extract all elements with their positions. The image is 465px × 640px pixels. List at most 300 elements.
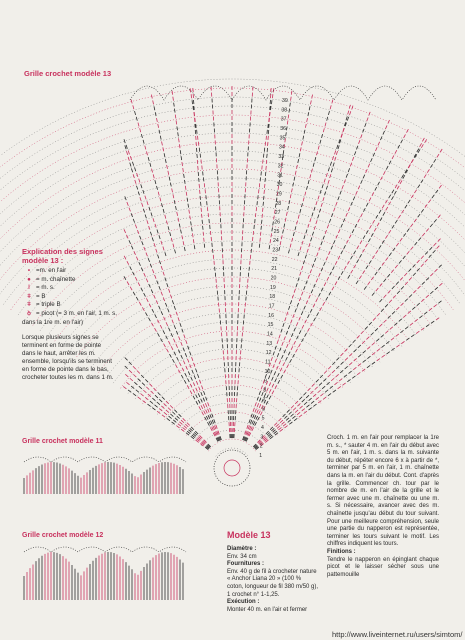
stitch [403,256,406,259]
instructions-text: Croch. 1 m. en l'air pour remplacer la 1re m. s., * sauter 4 m. en l'air du début avec 5 m. en l'air, 1 m. s. dans la m. suivante du début, répéter encore 6 x à partir de *, terminer par 5 m. en l'air, 1 m. chaînette dans la m. en l'air du début. Cont. d'après la grille. Commencer ch. tour par le nombre de m. en l'air de la grille et le fermer avec une m. chaînette ou une m. s. Si nécessaire, avancer avec des m. chaînette jusqu'au début du tour suivant. Pour une meilleure compréhension, seule une partie du napperon est représentée, terminer les tours suivant le motif. Les chiffres indiquent les tours. [327,435,439,548]
stitch [300,147,301,151]
stitch [440,149,442,152]
stitch [376,250,378,253]
stitch [293,408,296,411]
stitch [412,307,415,310]
stitch [280,420,283,423]
stitch [382,345,385,348]
stitch [175,364,177,368]
stitch [167,349,169,353]
stitch [304,130,305,134]
stitch [124,229,126,233]
stitch [391,196,393,199]
stitch [275,359,277,363]
stitch [405,282,408,285]
stitch [151,323,153,326]
stitch [175,206,176,210]
stitch [175,249,176,253]
stitch [431,321,434,323]
stitch [283,229,284,233]
stitch [181,429,184,431]
stitch [377,223,379,226]
stitch [197,374,198,378]
stitch [309,408,312,410]
stitch [356,191,358,195]
stitch [361,331,364,334]
stitch [373,220,375,223]
stitch [386,207,388,210]
stitch [180,150,181,154]
stitch [280,429,283,431]
stitch [151,95,152,99]
stitch [383,131,385,135]
stitch [167,165,168,169]
stitch [367,356,370,359]
stitch [295,309,296,313]
stitch [400,181,402,184]
stitch [140,236,141,240]
stitch [310,309,312,313]
row-number: 28 [275,200,282,207]
stitch [392,286,395,289]
stitch [373,318,376,321]
stitch [395,265,398,268]
stitch [345,366,348,369]
stitch [307,249,308,253]
stitch [391,270,394,273]
stitch [341,224,343,228]
stitch [145,379,148,382]
stitch [131,386,134,389]
stitch [299,330,301,334]
stitch [123,386,126,388]
stitch [183,418,186,421]
stitch [286,344,288,348]
stitch [146,298,148,302]
stitch [305,192,306,196]
stitch [159,130,160,134]
stitch [268,375,270,379]
stitch [321,241,322,245]
stitch [290,359,292,363]
stitch [184,380,186,384]
stitch [403,315,406,318]
stitch [148,157,149,161]
stitch [289,339,291,343]
stitch [405,299,408,302]
stitch [158,124,159,128]
stitch [411,335,414,337]
stitch [425,204,427,207]
stitch [283,323,284,327]
grid12-title: Grille crochet modèle 12 [22,532,104,539]
stitch [321,288,323,292]
stitch [333,163,334,167]
stitch [299,415,302,417]
stitch [363,351,366,354]
stitch [421,299,424,302]
stitch [150,163,151,167]
stitch [280,368,282,372]
stitch [384,279,387,282]
stitch [428,200,430,203]
stitch [201,405,203,409]
stitch [407,251,410,254]
stitch [312,232,313,236]
stitch [398,145,400,149]
stitch [328,374,331,377]
stitch [173,97,174,101]
stitch [172,359,174,363]
stitch [126,151,127,155]
stitch [203,398,205,402]
stitch [162,397,165,400]
stitch [357,259,359,262]
stitch [144,273,146,277]
stitch [404,273,407,276]
stitch [323,397,326,399]
stitch [380,217,382,220]
stitch [436,190,438,193]
stitch [430,273,433,276]
stitch [411,224,413,227]
stitch [385,304,388,307]
stitch [336,357,339,360]
stitch [178,370,180,374]
stitch [319,273,321,277]
stitch [158,333,160,337]
chain-arc [164,385,299,420]
stitch [329,219,330,223]
stitch [302,399,305,402]
stitch [129,208,130,212]
stitch [327,224,328,228]
row-number: 38 [281,107,288,114]
stitch [332,266,334,270]
stitch [183,427,186,430]
stitch [359,276,361,279]
stitch [296,322,298,326]
stitch [185,373,187,377]
stitch [350,111,351,115]
stitch [143,140,144,144]
stitch [415,319,418,322]
stitch [160,325,162,329]
stitch [405,327,408,330]
stitch [352,229,354,233]
stitch [161,406,164,409]
stitch [401,341,404,343]
stitch [421,144,423,147]
stitch [308,388,311,391]
model-title: Modèle 13 [227,530,271,540]
stitch [179,414,182,417]
row-number: 30 [276,182,283,189]
stitch [408,200,410,203]
stitch [173,194,174,198]
stitch [439,283,442,286]
stitch [437,154,439,157]
stitch [367,347,370,350]
stitch [306,230,307,234]
legend-symbol: ǀ [28,284,30,292]
row-number: 22 [271,256,278,263]
stitch [166,221,167,225]
grid13-title: Grille crochet modèle 13 [24,69,112,78]
stitch [424,312,427,314]
stitch [344,375,347,378]
stitch [282,422,285,425]
stitch [418,286,421,289]
stitch [419,316,422,318]
stitch [386,341,389,344]
stitch [187,423,190,426]
stitch [379,324,382,327]
stitch [352,157,353,161]
stitch [430,291,433,294]
stitch [308,328,310,331]
stitch [297,412,300,415]
stitch [318,196,319,200]
stitch [127,261,129,265]
stitch [315,387,318,390]
stitch [303,136,304,140]
stitch [434,243,437,246]
legend-paragraph: Lorsque plusieurs signes se terminent en forme de pointe dans le haut, arrêter les m. ensemble, lorsqu'ils se terminent en forme de pointe dans le bas, crocheter toutes les m. dans 1 m. [22,334,114,381]
stitch [354,349,357,352]
stitch [168,341,170,345]
stitch [129,370,132,373]
stitch [351,256,353,259]
stitch [143,401,146,403]
stitch [294,289,295,293]
stitch [128,390,131,392]
stitch [281,235,282,239]
stitch [311,289,313,293]
row-number: 16 [268,312,274,319]
stitch [421,209,423,212]
stitch [155,180,156,184]
stitch [157,186,158,190]
stitch [357,335,360,338]
stitch [124,139,125,143]
stitch [155,395,158,398]
stitch [124,276,126,279]
stitch [154,388,157,391]
stitch [155,112,156,116]
stitch [151,289,153,293]
stitch [329,292,331,295]
stitch [159,399,162,402]
stitch [356,281,358,284]
stitch [189,210,190,214]
stitch [287,364,289,368]
stitch [369,198,371,202]
stitch [125,145,126,149]
stitch [156,249,157,253]
stitch [184,174,185,178]
stitch [174,352,176,356]
stitch [322,184,323,188]
stitch [278,418,281,421]
stitch [375,147,377,151]
stitch [159,409,162,412]
stitch [256,416,258,420]
legend-text: = B [36,292,46,300]
stitch [328,111,329,115]
stitch [125,374,128,377]
stitch [152,269,153,273]
stitch [146,387,149,390]
stitch [172,320,174,324]
stitch [387,274,390,277]
stitch [383,212,385,215]
stitch [293,354,295,358]
stitch [353,367,356,370]
stitch [318,401,321,403]
stitch [366,265,368,268]
stitch [270,239,271,243]
stitch [355,224,357,228]
stitch [158,392,161,395]
stitch [162,415,165,417]
row-number: 7 [262,396,266,403]
execution-value: Monter 40 m. en l'air et fermer [227,606,308,613]
stitch [170,405,173,408]
stitch [173,420,176,423]
stitch [206,397,207,401]
stitch [365,244,367,247]
stitch [311,323,313,326]
stitch [366,337,369,340]
stitch [358,354,361,357]
stitch [184,334,185,338]
stitch [341,251,343,255]
stitch [307,118,308,122]
stitch [216,425,217,429]
stitch [404,134,406,138]
stitch [161,241,162,245]
stitch [130,378,133,381]
stitch [386,257,388,260]
stitch [393,248,395,251]
stitch [178,218,179,222]
stitch [392,155,394,159]
stitch [206,410,208,414]
stitch [363,208,365,212]
stitch [147,220,148,224]
stitch [148,318,150,321]
stitch [367,365,370,367]
stitch [298,159,299,163]
row-number: 27 [274,210,281,217]
stitch [255,422,257,426]
stitch [359,140,360,144]
chain-arc [216,448,249,456]
stitch [324,262,326,266]
stitch [267,388,269,392]
stitch [349,235,351,239]
stitch [283,362,285,366]
stitch [261,385,262,389]
stitch [429,247,432,250]
stitch [363,235,365,238]
row-number: 26 [274,219,280,226]
row-number: 11 [265,359,271,366]
stitch [166,322,168,326]
stitch [281,375,283,379]
stitch [128,151,129,155]
supplies-label: Fournitures : [227,561,264,568]
stitch [288,206,289,210]
stitch [157,320,159,324]
stitch [283,424,286,427]
stitch [328,180,329,184]
stitch [130,163,131,167]
stitch [317,312,319,315]
stitch [127,282,129,285]
stitch [316,298,318,302]
stitch [426,228,429,231]
stitch [354,265,356,268]
stitch [154,295,156,299]
stitch [368,164,370,168]
stitch [369,260,371,263]
stitch [137,371,140,374]
diameter-label: Diamètre : [227,546,257,552]
stitch [277,373,279,377]
stitch [368,282,370,285]
stitch [187,198,188,202]
stitch [174,200,175,204]
stitch [257,410,259,414]
stitch [158,255,159,259]
stitch [380,283,383,286]
stitch [327,277,329,281]
stitch [297,336,299,340]
stitch [316,151,317,155]
stitch [305,255,306,259]
stitch [411,247,414,250]
stitch [389,161,391,165]
stitch [174,103,175,107]
stitch [288,249,289,253]
stitch [439,265,442,268]
stitch [425,259,428,262]
stitch [347,261,349,264]
legend-item [22,276,118,285]
stitch [154,106,155,110]
stitch [376,288,379,291]
stitch [377,313,380,316]
stitch [340,191,341,195]
stitch [397,186,399,189]
stitch [181,355,183,359]
stitch [194,245,195,249]
stitch [184,180,185,184]
stitch [304,235,305,239]
stitch [255,402,256,406]
stitch [318,146,319,150]
stitch [313,394,316,397]
stitch [418,185,420,188]
stitch [310,269,311,273]
stitch [361,134,362,138]
stitch [429,255,432,258]
stitch [396,243,398,246]
stitch [288,420,291,423]
stitch [284,370,286,374]
